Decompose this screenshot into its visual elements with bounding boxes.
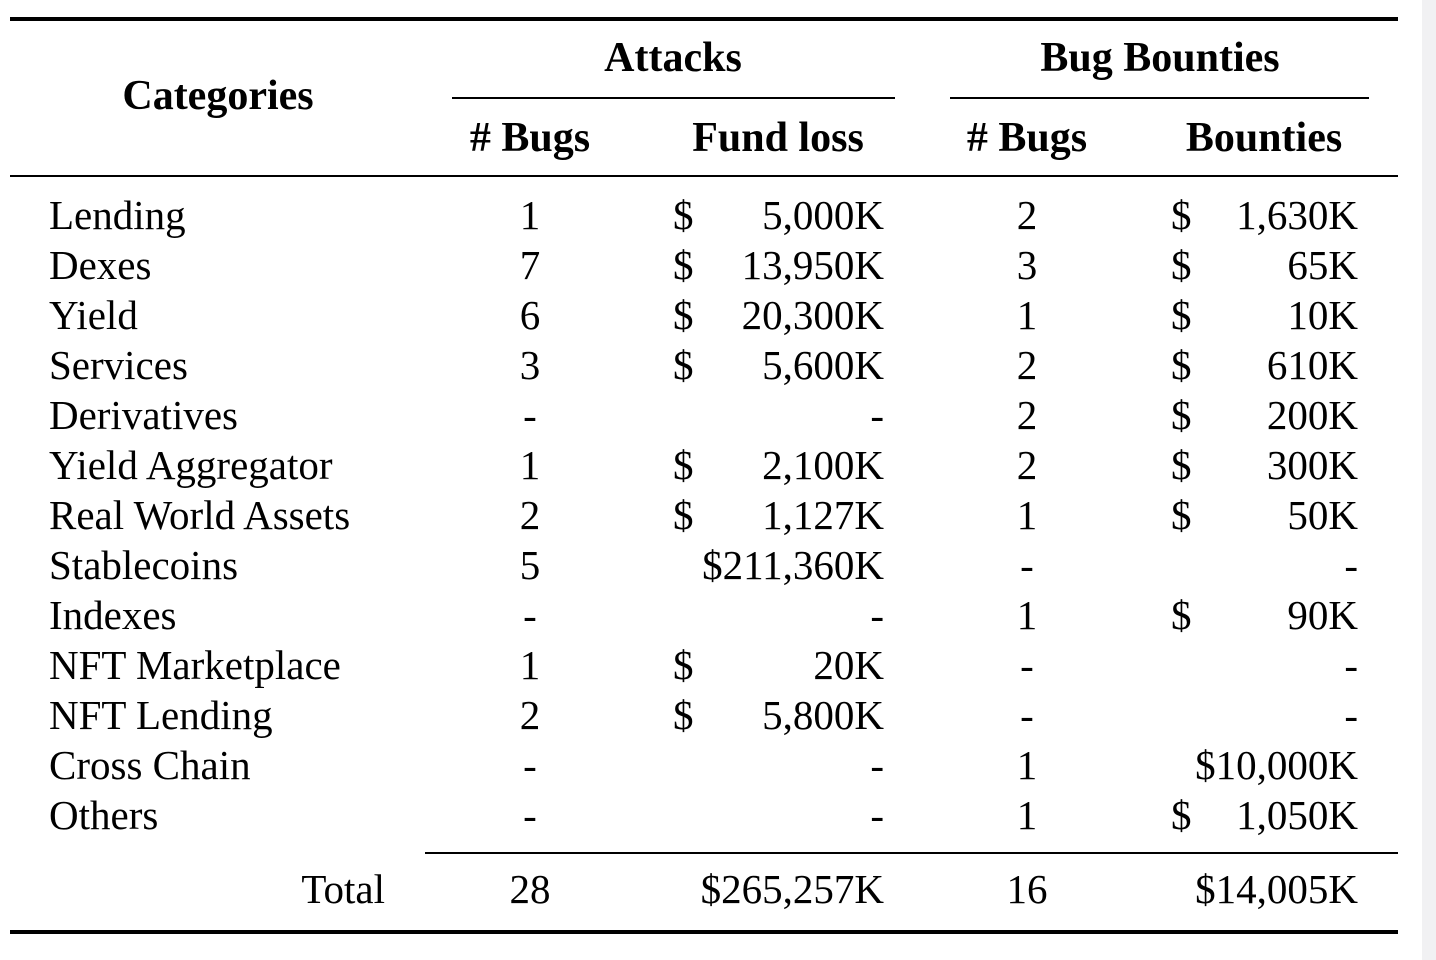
attacks-cmidrule (452, 97, 895, 99)
row-bounty-bugs: 1 (1016, 792, 1038, 838)
row-attack-bugs: - (523, 792, 537, 838)
header-categories: Categories (122, 73, 314, 119)
row-category: Stablecoins (49, 542, 239, 588)
row-bounties: 65K (1287, 242, 1358, 288)
header-bounties: Bounties (1185, 115, 1343, 161)
currency-symbol: $ (673, 292, 694, 338)
bug-bounties-cmidrule (950, 97, 1369, 99)
currency-symbol: $ (1171, 442, 1192, 488)
row-fund-loss: - (870, 592, 884, 638)
row-category: Yield (49, 292, 138, 338)
row-category: Indexes (49, 592, 177, 638)
currency-symbol: $ (673, 442, 694, 488)
row-category: Real World Assets (49, 492, 351, 538)
row-bounty-bugs: - (1020, 692, 1034, 738)
row-bounty-bugs: 3 (1016, 242, 1038, 288)
header-fund-loss: Fund loss (692, 115, 864, 161)
row-fund-loss: 5,600K (762, 342, 884, 388)
row-bounties: 1,050K (1236, 792, 1358, 838)
row-category: Services (49, 342, 188, 388)
row-bounty-bugs: 2 (1016, 342, 1038, 388)
row-attack-bugs: 2 (519, 692, 541, 738)
currency-symbol: $ (1171, 192, 1192, 238)
row-bounties: 10K (1287, 292, 1358, 338)
total-bounty-bugs: 16 (1006, 866, 1048, 912)
row-bounties: - (1344, 542, 1358, 588)
currency-symbol: $ (1171, 592, 1192, 638)
row-bounty-bugs: 1 (1016, 592, 1038, 638)
currency-symbol: $ (673, 492, 694, 538)
row-category: Yield Aggregator (49, 442, 333, 488)
header-bug-bounties: Bug Bounties (1040, 35, 1280, 81)
row-bounty-bugs: 1 (1016, 742, 1038, 788)
row-bounties: 50K (1287, 492, 1358, 538)
row-attack-bugs: - (523, 592, 537, 638)
row-attack-bugs: 1 (519, 442, 541, 488)
row-bounties: 610K (1266, 342, 1358, 388)
row-bounties: 1,630K (1236, 192, 1358, 238)
header-attack-bugs: # Bugs (469, 115, 591, 161)
row-attack-bugs: 1 (519, 642, 541, 688)
row-bounties: - (1344, 692, 1358, 738)
total-fund-loss: $265,257K (700, 866, 884, 912)
currency-symbol: $ (1171, 292, 1192, 338)
scrollbar-track[interactable] (1422, 0, 1436, 960)
row-fund-loss: 1,127K (762, 492, 884, 538)
row-category: Others (49, 792, 159, 838)
row-fund-loss: 5,800K (762, 692, 884, 738)
row-bounty-bugs: 2 (1016, 392, 1038, 438)
currency-symbol: $ (1171, 392, 1192, 438)
row-category: Cross Chain (49, 742, 251, 788)
currency-symbol: $ (1171, 792, 1192, 838)
currency-symbol: $ (673, 242, 694, 288)
row-attack-bugs: - (523, 392, 537, 438)
row-fund-loss: 20,300K (741, 292, 884, 338)
total-label: Total (301, 866, 385, 912)
currency-symbol: $ (673, 642, 694, 688)
row-category: Dexes (49, 242, 152, 288)
row-category: Lending (49, 192, 186, 238)
header-rule (10, 175, 1398, 177)
row-bounty-bugs: 2 (1016, 192, 1038, 238)
row-bounties: 300K (1266, 442, 1358, 488)
row-bounties: $10,000K (1195, 742, 1358, 788)
row-category: NFT Marketplace (49, 642, 341, 688)
row-fund-loss: - (870, 392, 884, 438)
row-category: NFT Lending (49, 692, 273, 738)
row-fund-loss: 20K (813, 642, 884, 688)
row-bounties: 90K (1287, 592, 1358, 638)
header-bounty-bugs: # Bugs (966, 115, 1088, 161)
row-attack-bugs: 2 (519, 492, 541, 538)
total-bounties: $14,005K (1195, 866, 1358, 912)
row-attack-bugs: 1 (519, 192, 541, 238)
total-rule (425, 852, 1398, 854)
row-bounty-bugs: 1 (1016, 292, 1038, 338)
row-attack-bugs: 6 (519, 292, 541, 338)
row-fund-loss: - (870, 742, 884, 788)
row-fund-loss: 5,000K (762, 192, 884, 238)
row-bounty-bugs: - (1020, 542, 1034, 588)
row-category: Derivatives (49, 392, 238, 438)
row-fund-loss: 2,100K (762, 442, 884, 488)
row-attack-bugs: 5 (519, 542, 541, 588)
currency-symbol: $ (673, 692, 694, 738)
row-bounty-bugs: 1 (1016, 492, 1038, 538)
row-attack-bugs: - (523, 742, 537, 788)
bottom-rule (10, 930, 1398, 934)
currency-symbol: $ (673, 342, 694, 388)
currency-symbol: $ (1171, 342, 1192, 388)
row-bounties: - (1344, 642, 1358, 688)
currency-symbol: $ (1171, 492, 1192, 538)
header-attacks: Attacks (604, 35, 742, 81)
top-rule (10, 17, 1398, 21)
total-attack-bugs: 28 (509, 866, 551, 912)
currency-symbol: $ (1171, 242, 1192, 288)
row-fund-loss: $211,360K (702, 542, 884, 588)
row-fund-loss: 13,950K (741, 242, 884, 288)
row-attack-bugs: 7 (519, 242, 541, 288)
row-bounty-bugs: - (1020, 642, 1034, 688)
row-attack-bugs: 3 (519, 342, 541, 388)
currency-symbol: $ (673, 192, 694, 238)
row-fund-loss: - (870, 792, 884, 838)
row-bounty-bugs: 2 (1016, 442, 1038, 488)
row-bounties: 200K (1266, 392, 1358, 438)
